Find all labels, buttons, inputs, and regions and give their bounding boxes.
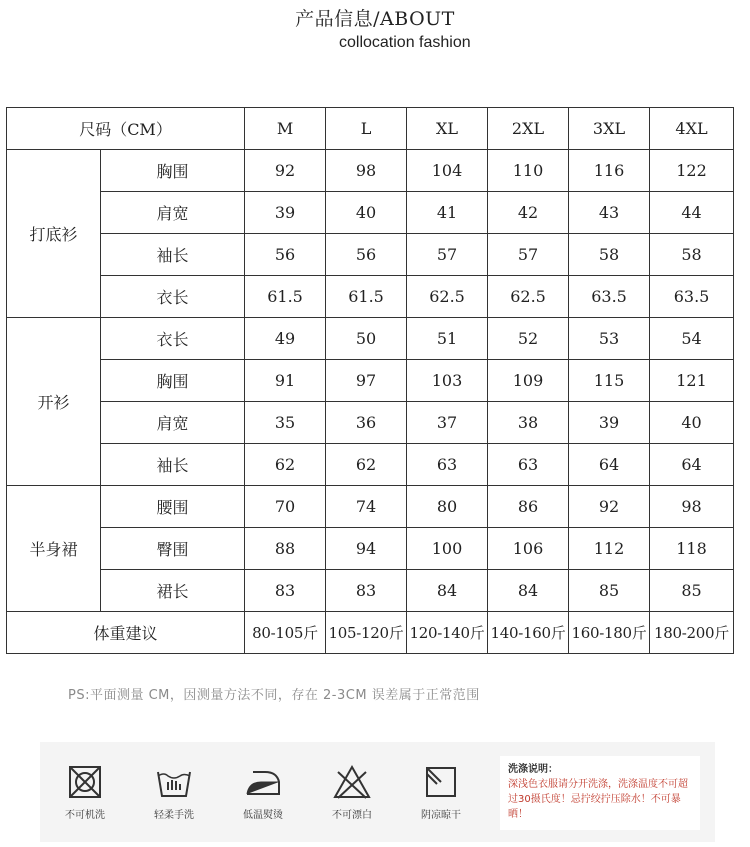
measurement-value: 86 — [488, 486, 569, 528]
weight-value: 140-160斤 — [488, 612, 569, 654]
measurement-value: 110 — [488, 150, 569, 192]
measurement-value: 121 — [650, 360, 734, 402]
measurement-value: 39 — [569, 402, 650, 444]
table-row — [7, 486, 734, 528]
table-row — [7, 528, 734, 570]
measurement-value: 57 — [407, 234, 488, 276]
measurement-label: 袖长 — [101, 444, 245, 486]
measurement-value: 37 — [407, 402, 488, 444]
size-column-header: 2XL — [488, 108, 569, 150]
care-item-no-machine-wash — [52, 764, 118, 821]
care-item-no-bleach — [319, 764, 385, 821]
size-column-header: XL — [407, 108, 488, 150]
measurement-value: 61.5 — [245, 276, 326, 318]
measurement-value: 54 — [650, 318, 734, 360]
measurement-value: 36 — [326, 402, 407, 444]
measurement-label: 衣长 — [101, 276, 245, 318]
measurement-value: 115 — [569, 360, 650, 402]
care-label: 轻柔手洗 — [154, 810, 194, 821]
measurement-value: 122 — [650, 150, 734, 192]
measurement-label: 臀围 — [101, 528, 245, 570]
measurement-value: 49 — [245, 318, 326, 360]
weight-label: 体重建议 — [7, 612, 245, 654]
measurement-value: 88 — [245, 528, 326, 570]
care-instructions-panel — [40, 742, 715, 842]
measurement-value: 62.5 — [407, 276, 488, 318]
measurement-value: 58 — [569, 234, 650, 276]
no-machine-wash-icon — [67, 764, 103, 800]
measurement-value: 53 — [569, 318, 650, 360]
measurement-value: 84 — [488, 570, 569, 612]
no-bleach-icon — [332, 764, 372, 800]
measurement-value: 63.5 — [650, 276, 734, 318]
measurement-value: 92 — [569, 486, 650, 528]
size-column-header: 4XL — [650, 108, 734, 150]
washing-note-title: 洗涤说明： — [508, 764, 558, 775]
measurement-value: 106 — [488, 528, 569, 570]
measurement-value: 52 — [488, 318, 569, 360]
measurement-label: 胸围 — [101, 360, 245, 402]
measurement-value: 44 — [650, 192, 734, 234]
measurement-label: 袖长 — [101, 234, 245, 276]
measurement-value: 100 — [407, 528, 488, 570]
measurement-value: 74 — [326, 486, 407, 528]
measurement-value: 63.5 — [569, 276, 650, 318]
table-row — [7, 276, 734, 318]
measurement-value: 91 — [245, 360, 326, 402]
table-row — [7, 360, 734, 402]
measurement-value: 38 — [488, 402, 569, 444]
measurement-value: 39 — [245, 192, 326, 234]
size-column-header: L — [326, 108, 407, 150]
washing-note-text: 深浅色衣服请分开洗涤，洗涤温度不可超过30摄氏度！忌拧绞拧压除水！不可暴晒！ — [508, 779, 688, 820]
size-column-header: M — [245, 108, 326, 150]
measurement-value: 43 — [569, 192, 650, 234]
garment-category: 半身裙 — [7, 486, 101, 612]
table-row — [7, 444, 734, 486]
table-row — [7, 150, 734, 192]
hand-wash-icon — [154, 764, 194, 800]
measurement-value: 85 — [569, 570, 650, 612]
measurement-value: 84 — [407, 570, 488, 612]
measurement-value: 62 — [326, 444, 407, 486]
measurement-value: 103 — [407, 360, 488, 402]
measurement-label: 衣长 — [101, 318, 245, 360]
measurement-value: 35 — [245, 402, 326, 444]
measurement-value: 40 — [650, 402, 734, 444]
measurement-value: 104 — [407, 150, 488, 192]
measurement-value: 51 — [407, 318, 488, 360]
care-label: 不可机洗 — [65, 810, 105, 821]
care-item-shade-dry — [408, 764, 474, 821]
size-header-label: 尺码（CM） — [7, 108, 245, 150]
measurement-note: PS:平面测量 CM，因测量方法不同，存在 2-3CM 误差属于正常范围 — [68, 688, 480, 703]
care-item-low-temp-iron — [230, 764, 296, 821]
washing-note — [500, 756, 700, 830]
weight-value: 105-120斤 — [326, 612, 407, 654]
care-item-hand-wash — [141, 764, 207, 821]
measurement-value: 85 — [650, 570, 734, 612]
care-label: 不可漂白 — [332, 810, 372, 821]
measurement-value: 64 — [650, 444, 734, 486]
size-column-header: 3XL — [569, 108, 650, 150]
measurement-value: 42 — [488, 192, 569, 234]
measurement-value: 83 — [326, 570, 407, 612]
measurement-label: 裙长 — [101, 570, 245, 612]
measurement-value: 118 — [650, 528, 734, 570]
measurement-value: 97 — [326, 360, 407, 402]
weight-row — [7, 612, 734, 654]
care-label: 阴凉晾干 — [421, 810, 461, 821]
care-label: 低温熨烫 — [243, 810, 283, 821]
measurement-value: 40 — [326, 192, 407, 234]
garment-category: 打底衫 — [7, 150, 101, 318]
table-header-row — [7, 108, 734, 150]
measurement-value: 98 — [326, 150, 407, 192]
measurement-value: 98 — [650, 486, 734, 528]
weight-value: 120-140斤 — [407, 612, 488, 654]
table-row — [7, 570, 734, 612]
page-subtitle: collocation fashion — [339, 34, 471, 51]
measurement-label: 肩宽 — [101, 402, 245, 444]
measurement-label: 肩宽 — [101, 192, 245, 234]
measurement-value: 61.5 — [326, 276, 407, 318]
table-row — [7, 402, 734, 444]
measurement-value: 41 — [407, 192, 488, 234]
measurement-label: 腰围 — [101, 486, 245, 528]
weight-value: 180-200斤 — [650, 612, 734, 654]
low-temp-iron-icon — [243, 764, 283, 800]
measurement-value: 116 — [569, 150, 650, 192]
measurement-value: 57 — [488, 234, 569, 276]
measurement-value: 62 — [245, 444, 326, 486]
shade-dry-icon — [423, 764, 459, 800]
size-chart-table — [6, 107, 734, 654]
table-row — [7, 318, 734, 360]
measurement-value: 112 — [569, 528, 650, 570]
measurement-value: 62.5 — [488, 276, 569, 318]
measurement-value: 83 — [245, 570, 326, 612]
table-row — [7, 234, 734, 276]
measurement-value: 58 — [650, 234, 734, 276]
measurement-value: 92 — [245, 150, 326, 192]
measurement-value: 56 — [245, 234, 326, 276]
measurement-label: 胸围 — [101, 150, 245, 192]
measurement-value: 50 — [326, 318, 407, 360]
measurement-value: 70 — [245, 486, 326, 528]
measurement-value: 63 — [488, 444, 569, 486]
weight-value: 160-180斤 — [569, 612, 650, 654]
measurement-value: 63 — [407, 444, 488, 486]
measurement-value: 64 — [569, 444, 650, 486]
page-title: 产品信息/ABOUT — [295, 8, 455, 30]
table-row — [7, 192, 734, 234]
measurement-value: 94 — [326, 528, 407, 570]
garment-category: 开衫 — [7, 318, 101, 486]
weight-value: 80-105斤 — [245, 612, 326, 654]
measurement-value: 56 — [326, 234, 407, 276]
measurement-value: 109 — [488, 360, 569, 402]
measurement-value: 80 — [407, 486, 488, 528]
